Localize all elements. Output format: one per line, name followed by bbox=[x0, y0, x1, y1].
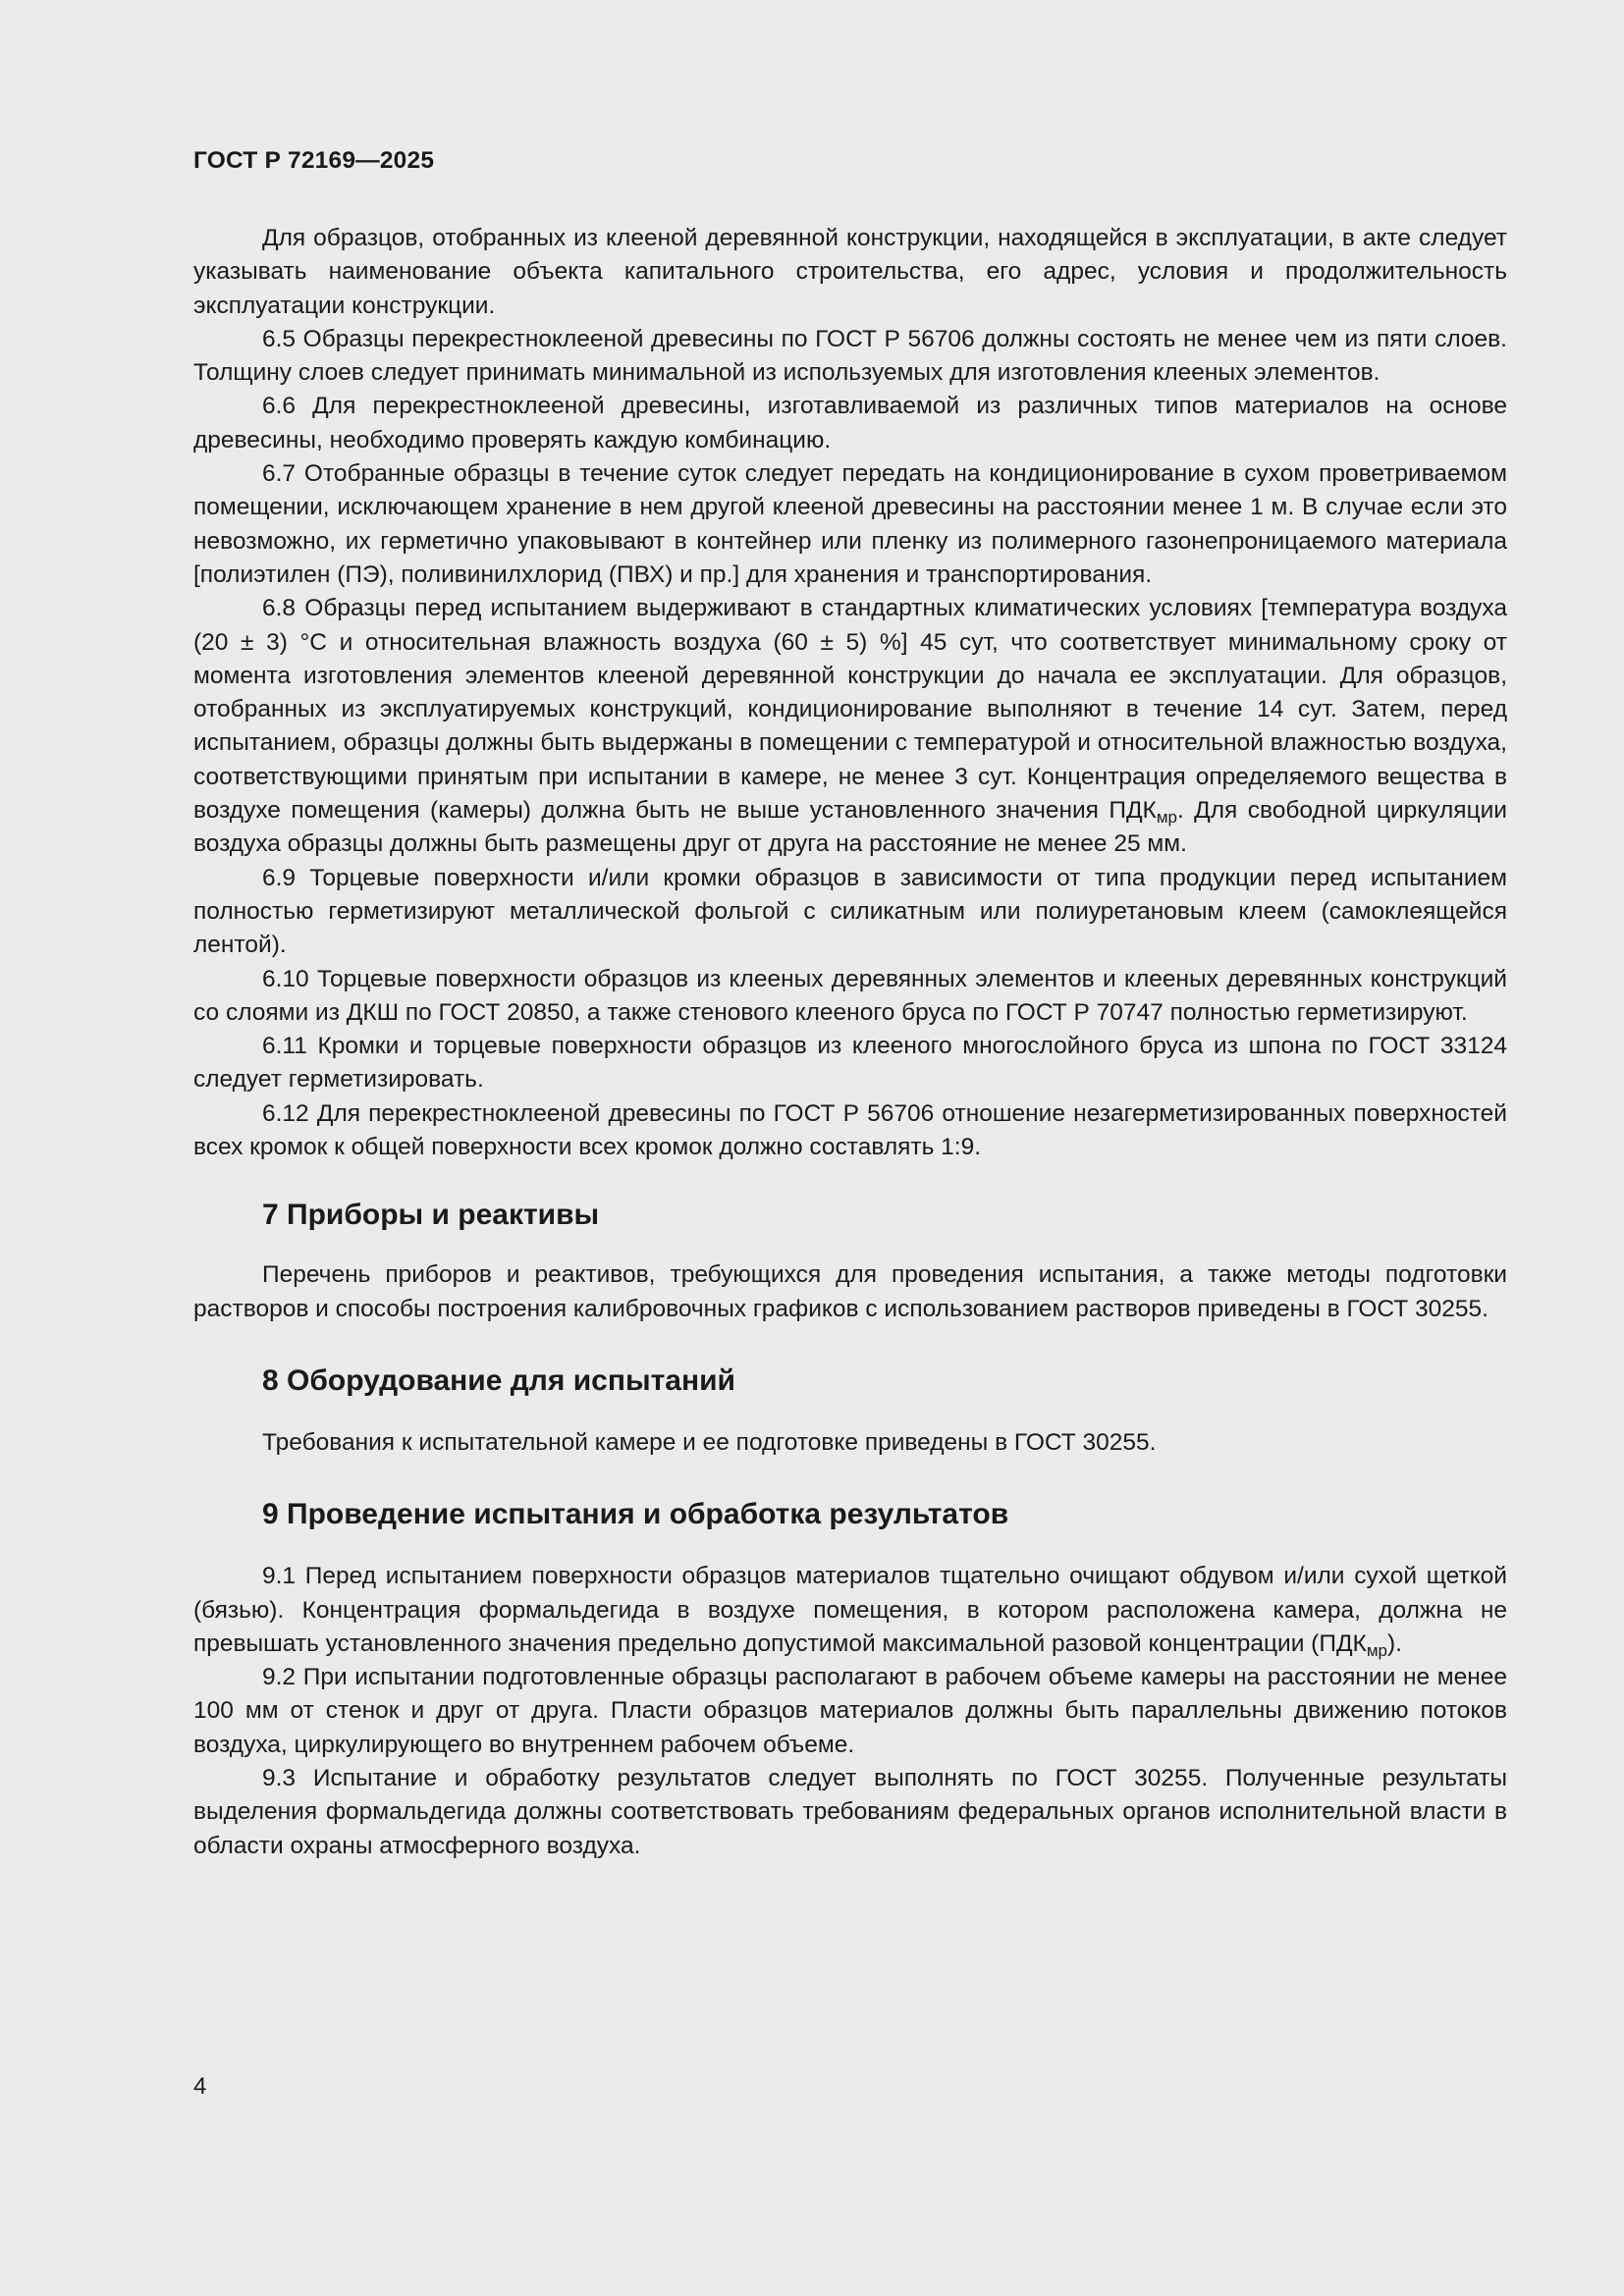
page-number: 4 bbox=[193, 2073, 207, 2100]
section-8-heading: 8 Оборудование для испытаний bbox=[262, 1363, 735, 1397]
section-8-text: Требования к испытательной камере и ее подготовке приведены в ГОСТ 30255. bbox=[262, 1428, 1157, 1456]
paragraph-6-6: 6.6 Для перекрестноклееной древесины, изготавливаемой из различных типов материалов на основе древесины, необходимо проверять каждую комбинацию. bbox=[193, 393, 1507, 454]
subscript-mr: мр bbox=[1366, 1640, 1387, 1660]
section-7-text: Перечень приборов и реактивов, требующихся для проведения испытания, а также методы подготовки растворов и способы построения калибровочных графиков с использованием растворов приведены в ГОСТ 30255. bbox=[193, 1261, 1507, 1322]
paragraph-9-1-text: 9.1 Перед испытанием поверхности образцов материалов тщательно очищают обдувом и/или сухой щеткой (бязью). Концентрация формальдегида в воздухе помещения, в котором расположена камера, должна не превышать установленного значения предельно допустимой максимальной разовой концентрации (ПДК bbox=[193, 1563, 1507, 1657]
paragraph-6-7: 6.7 Отобранные образцы в течение суток следует передать на кондиционирование в сухом проветриваемом помещении, исключающем хранение в нем другой клееной древесины на расстоянии менее 1 м. В случае если это невозможно, их герметично упаковывают в контейнер или пленку из полимерного газонепроницаемого материала [полиэтилен (ПЭ), поливинилхлорид (ПВХ) и пр.] для хранения и транспортирования. bbox=[193, 460, 1507, 588]
paragraph-9-3: 9.3 Испытание и обработку результатов следует выполнять по ГОСТ 30255. Полученные результаты выделения формальдегида должны соответствовать требованиям федеральных органов исполнительной власти в области охраны атмосферного воздуха. bbox=[193, 1764, 1507, 1859]
paragraph-6-11: 6.11 Кромки и торцевые поверхности образцов из клееного многослойного бруса из шпона по ГОСТ 33124 следует герметизировать. bbox=[193, 1033, 1507, 1094]
paragraph-9-1 bbox=[193, 1560, 1507, 1661]
document-body bbox=[193, 222, 1507, 1863]
subscript-mr: мр bbox=[1156, 808, 1177, 828]
paragraph-intro: Для образцов, отобранных из клееной деревянной конструкции, находящейся в эксплуатации, в акте следует указывать наименование объекта капитального строительства, его адрес, условия и продолжительность эксплуатации конструкции. bbox=[193, 225, 1507, 319]
paragraph-9-1-text-cont: ). bbox=[1386, 1629, 1402, 1657]
document-header: ГОСТ Р 72169—2025 bbox=[193, 147, 435, 174]
paragraph-6-8-text-cont: . Для свободной циркуляции воздуха образцы должны быть размещены друг от друга на расстояние не менее 25 мм. bbox=[193, 797, 1507, 858]
paragraph-6-8-text: 6.8 Образцы перед испытанием выдерживают в стандартных климатических условиях [температура воздуха (20 ± 3) °С и относительная влажность воздуха (60 ± 5) %] 45 сут, что соответствует минимальному сроку от момента изготовления элементов клееной деревянной конструкции до начала ее эксплуатации. Для образцов, отобранных из эксплуатируемых конструкций, кондиционирование выполняют в течение 14 сут. Затем, перед испытанием, образцы должны быть выдержаны в помещении с температурой и относительной влажностью воздуха, соответствующими принятым при испытании в камере, не менее 3 сут. Концентрация определяемого вещества в воздухе помещения (камеры) должна быть не выше установленного значения ПДК bbox=[193, 595, 1507, 825]
paragraph-9-2: 9.2 При испытании подготовленные образцы располагают в рабочем объеме камеры на расстоянии не менее 100 мм от стенок и друг от друга. Пласти образцов материалов должны быть параллельны движению потоков воздуха, циркулирующего во внутреннем рабочем объеме. bbox=[193, 1664, 1507, 1758]
paragraph-6-9: 6.9 Торцевые поверхности и/или кромки образцов в зависимости от типа продукции перед испытанием полностью герметизируют металлической фольгой с силикатным или полиуретановым клеем (самоклеящейся лентой). bbox=[193, 864, 1507, 959]
section-9-heading: 9 Проведение испытания и обработка результатов bbox=[262, 1498, 1009, 1531]
paragraph-6-10: 6.10 Торцевые поверхности образцов из клееных деревянных элементов и клееных деревянных конструкций со слоями из ДКШ по ГОСТ 20850, а также стенового клееного бруса по ГОСТ Р 70747 полностью герметизируют. bbox=[193, 965, 1507, 1026]
paragraph-6-5: 6.5 Образцы перекрестноклееной древесины по ГОСТ Р 56706 должны состоять не менее чем из пяти слоев. Толщину слоев следует принимать минимальной из используемых для изготовления клееных элементов. bbox=[193, 325, 1507, 387]
paragraph-6-8 bbox=[193, 592, 1507, 861]
paragraph-6-12: 6.12 Для перекрестноклееной древесины по ГОСТ Р 56706 отношение незагерметизированных поверхностей всех кромок к общей поверхности всех кромок должно составлять 1:9. bbox=[193, 1099, 1507, 1161]
section-7-heading: 7 Приборы и реактивы bbox=[262, 1199, 600, 1232]
